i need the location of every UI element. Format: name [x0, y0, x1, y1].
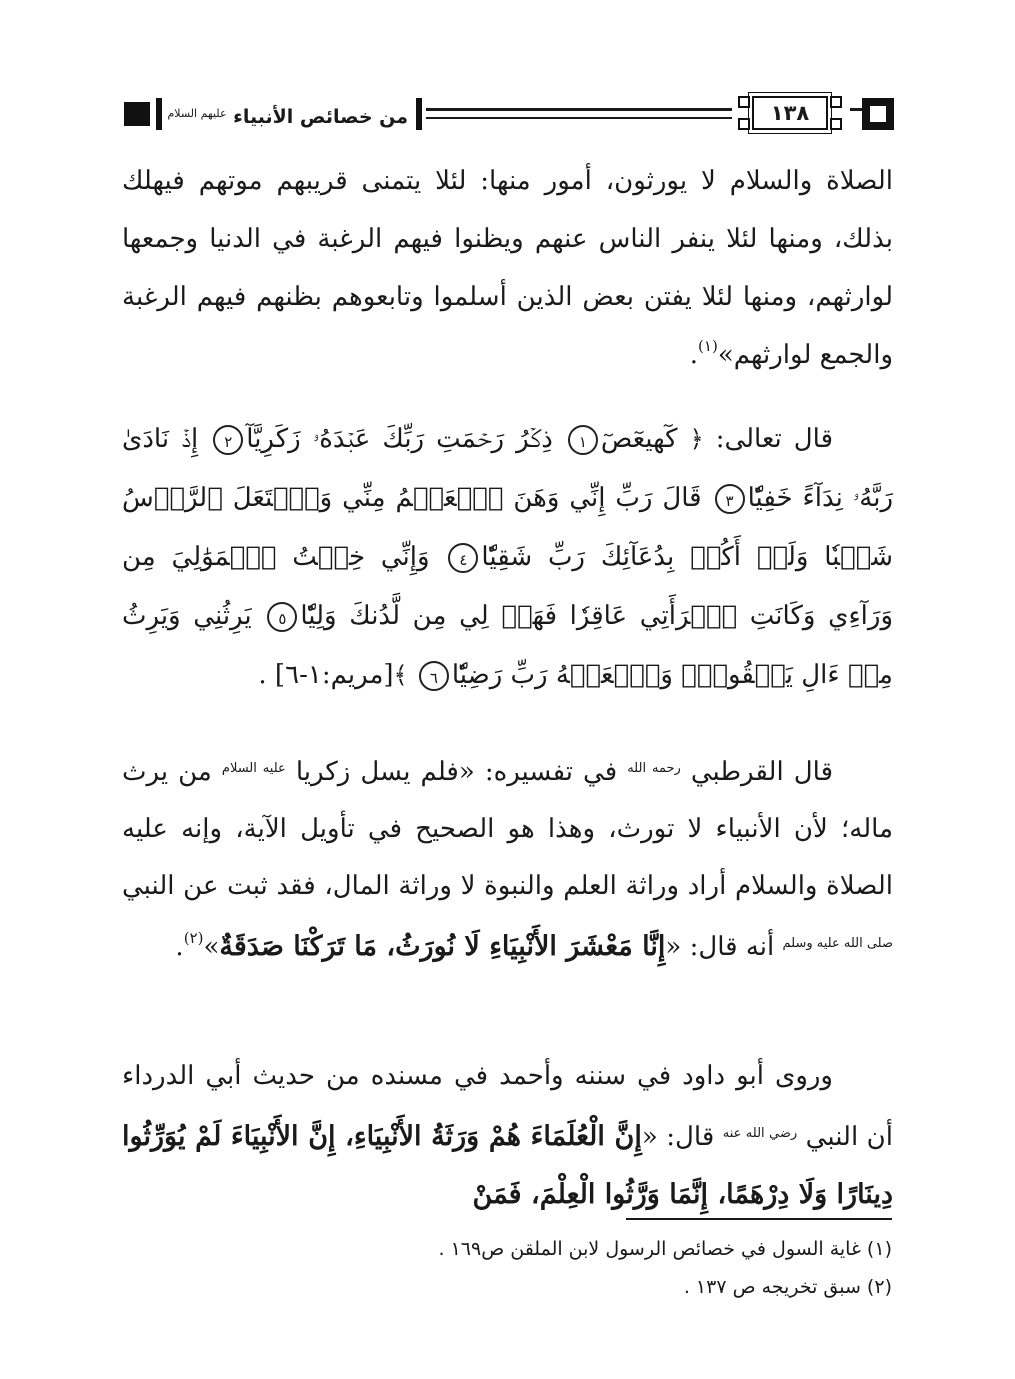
page-number-frame: [732, 92, 850, 136]
quran-close-bracket: ﴾: [393, 661, 408, 689]
quote-close: »: [203, 932, 220, 962]
hadith-quote: إِنَّ الْعُلَمَاءَ هُمْ وَرَثَةُ الأَنْبِيَاءِ، إِنَّ الأَنْبِيَاءَ لَمْ يُوَرِّثُوا دِينَارًا وَلَا دِرْهَمًا، إِنَّمَا وَرَّثُوا الْعِلْمَ، فَمَنْ: [122, 1121, 893, 1210]
footnote-ref-2[interactable]: (٢): [183, 929, 204, 947]
quran-open-bracket: ﴿: [689, 425, 704, 453]
frame-knot: [830, 96, 842, 108]
paragraph-2-quran: [122, 410, 893, 705]
aya-text: ذِكۡرُ رَحۡمَتِ رَبِّكَ عَبۡدَهُۥ زَكَرِيَّآ: [246, 424, 553, 454]
running-title-text: من خصائص الأنبياء: [233, 106, 408, 128]
aya-number-marker: ٦: [419, 661, 449, 691]
honorific-glyph: رضي الله عنه: [722, 1126, 798, 1141]
frame-knot: [738, 118, 750, 130]
honorific-glyph: عليه السلام: [221, 761, 286, 776]
aya-number-marker: ٤: [448, 543, 478, 573]
page-number: ١٣٨: [770, 101, 810, 125]
ornament-bar-left: [156, 98, 162, 130]
footnotes: [300, 1230, 892, 1306]
paragraph-3: [122, 740, 893, 976]
aya-number-marker: ١: [568, 425, 598, 455]
honorific-glyph: رحمه الله: [627, 761, 681, 776]
paragraph-4-text-b: قال: «: [641, 1122, 715, 1152]
footnote-ref-1[interactable]: (١): [698, 337, 718, 355]
running-title: [167, 98, 408, 130]
footnote-separator: [626, 1218, 892, 1220]
paragraph-3-text-b: في تفسيره: «فلم يسل زكريا: [295, 757, 618, 787]
aya-number-marker: ٣: [715, 484, 745, 514]
frame-knot: [830, 118, 842, 130]
header-rule-upper: [426, 108, 732, 111]
aya-text: قَالَ رَبِّ إِنِّي وَهَنَ ٱلۡعَظۡمُ مِنِّي وَٱشۡتَعَلَ ٱلرَّأۡسُ شَيۡبٗا وَلَمۡ أَكُنۢ بِدُعَآئِكَ رَبِّ شَقِيّٗا: [122, 483, 894, 572]
title-salutation: عليهم السلام: [167, 107, 227, 120]
aya-text: وَإِنِّي خِفۡتُ ٱلۡمَوَٰلِيَ مِن وَرَآءِي وَكَانَتِ ٱمۡرَأَتِي عَاقِرٗا فَهَبۡ لِي مِن لَّدُنكَ وَلِيّٗا: [122, 542, 894, 631]
honorific-glyph: صلى الله عليه وسلم: [782, 936, 893, 951]
ornament-bar-title: [416, 98, 422, 130]
paragraph-3-text-d: أنه قال: «: [665, 932, 775, 962]
paragraph-1-end: .: [689, 340, 699, 370]
paragraph-3-text-c: من يرث ماله؛ لأن الأنبياء لا تورث، وهذا هو الصحيح في تأويل الآية، وإنه عليه الصلاة والسلام أراد وراثة العلم والنبوة لا وراثة المال، فقد ثبت عن النبي: [122, 757, 893, 901]
ornament-square-left: [124, 102, 150, 126]
aya-text: إِذۡ نَادَىٰ رَبَّهُۥ نِدَآءً خَفِيّٗا: [122, 424, 894, 513]
paragraph-3-text-a: قال القرطبي: [690, 757, 833, 787]
page-header: [120, 90, 895, 140]
paragraph-3-end: .: [175, 932, 184, 962]
aya-number-marker: ٢: [213, 425, 243, 455]
paragraph-1-text: الصلاة والسلام لا يورثون، أمور منها: لئلا يتمنى قريبهم موتهم فيهلك بذلك، ومنها لئلا ينفر الناس عنهم ويظنوا فيهم الرغبة في الدنيا وجمعها لوارثهم، ومنها لئلا يفتن بعض الذين أسلموا وتابعوهم بظنهم فيهم الرغبة والجمع لوارثهم»: [122, 166, 893, 370]
ornament-square-right: [862, 98, 894, 130]
verse-intro: قال تعالى:: [715, 424, 834, 454]
paragraph-4-text-a: وروى أبو داود في سننه وأحمد في مسنده من حديث أبي الدرداء أن النبي: [122, 1061, 893, 1152]
surah-reference: [مريم:١-٦] .: [258, 660, 394, 690]
footnote-2: (٢) سبق تخريجه ص ١٣٧ .: [683, 1276, 892, 1298]
paragraph-1: [122, 152, 893, 384]
footnote-1: (١) غاية السول في خصائص الرسول لابن الملقن ص١٦٩ .: [438, 1238, 892, 1260]
frame-knot: [738, 96, 750, 108]
paragraph-4: [122, 1048, 893, 1224]
aya-text: كٓهيعٓصٓ: [600, 424, 678, 454]
header-rule-lower: [426, 117, 732, 119]
aya-number-marker: ٥: [267, 602, 297, 632]
hadith-quote: إِنَّا مَعْشَرَ الأَنْبِيَاءِ لَا نُورَثُ، مَا تَرَكْنَا صَدَقَةٌ: [219, 931, 666, 962]
aya-text: يَرِثُنِي وَيَرِثُ مِنۡ ءَالِ يَعۡقُوبَۖ وَٱجۡعَلۡهُ رَبِّ رَضِيّٗا: [122, 601, 893, 690]
